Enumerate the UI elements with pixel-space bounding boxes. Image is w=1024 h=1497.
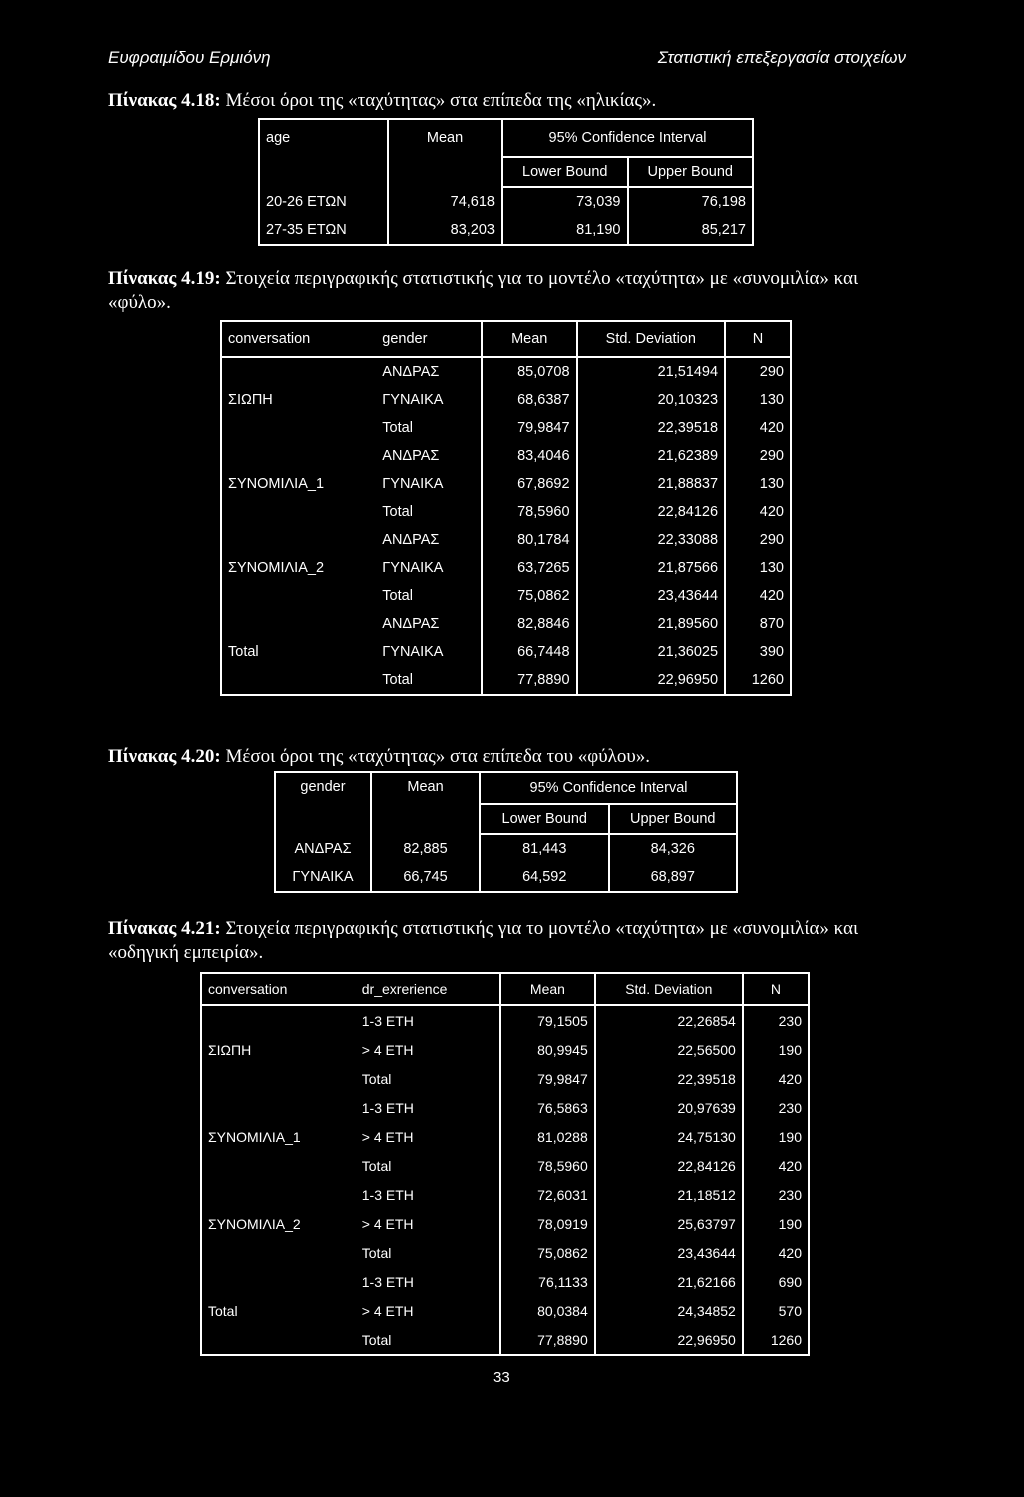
cell-experience: 1-3 ΕΤΗ: [356, 1267, 500, 1296]
caption-label: Πίνακας 4.21:: [108, 918, 221, 939]
cell-n: 420: [778, 1157, 802, 1174]
cell-n: 190: [778, 1215, 802, 1232]
cell-mean: 66,745: [371, 863, 480, 892]
caption-table-4-20: [108, 745, 908, 769]
page-number: 33: [493, 1369, 510, 1386]
cell-conversation: ΣΥΝΟΜΙΛΙΑ_2: [208, 1215, 301, 1232]
cell-mean: 81,0288: [500, 1122, 595, 1151]
col-header-sd: Std. Deviation: [595, 973, 743, 1005]
col-header-lower: Lower Bound: [502, 157, 628, 187]
cell-lower: 81,443: [480, 834, 609, 863]
cell-gender: ΑΝΔΡΑΣ: [376, 526, 482, 554]
cell-n: 230: [778, 1099, 802, 1116]
cell-mean: 83,203: [388, 216, 502, 245]
col-header-n: N: [770, 981, 781, 997]
cell-sd: 24,34852: [595, 1296, 743, 1325]
cell-gender: Total: [376, 666, 482, 695]
table-row: [201, 1005, 809, 1035]
cell-upper: 85,217: [701, 222, 746, 238]
cell-sd: 24,75130: [595, 1122, 743, 1151]
cell-n: 390: [759, 644, 784, 660]
caption-table-4-19: [108, 267, 908, 315]
cell-mean: 79,9847: [482, 414, 577, 442]
cell-sd: 22,33088: [577, 526, 726, 554]
cell-experience: Total: [356, 1325, 500, 1355]
cell-mean: 77,8890: [500, 1325, 595, 1355]
cell-mean: 82,8846: [482, 610, 577, 638]
table-row: [221, 357, 791, 386]
cell-gender: ΓΥΝΑΙΚΑ: [376, 470, 482, 498]
caption-label: Πίνακας 4.18:: [108, 90, 221, 111]
cell-mean: 74,618: [388, 187, 502, 216]
cell-n: 870: [759, 616, 784, 632]
cell-mean: 79,1505: [500, 1005, 595, 1035]
col-header-lower: Lower Bound: [480, 804, 609, 834]
cell-sd: 22,84126: [577, 498, 726, 526]
cell-experience: > 4 ΕΤΗ: [356, 1209, 500, 1238]
cell-sd: 21,88837: [577, 470, 726, 498]
cell-age: 27-35 ΕΤΩΝ: [259, 216, 388, 245]
table-row: [221, 610, 791, 638]
cell-gender: ΑΝΔΡΑΣ: [376, 610, 482, 638]
cell-mean: 78,0919: [500, 1209, 595, 1238]
cell-gender: ΓΥΝΑΙΚΑ: [275, 863, 371, 892]
col-header-ci: 95% Confidence Interval: [502, 119, 753, 157]
cell-mean: 80,1784: [482, 526, 577, 554]
cell-gender: Total: [376, 414, 482, 442]
cell-mean: 66,7448: [482, 638, 577, 666]
cell-gender: ΓΥΝΑΙΚΑ: [376, 638, 482, 666]
table-row: [221, 442, 791, 470]
col-header-age: age: [259, 119, 388, 187]
cell-conversation: Total: [208, 1302, 238, 1319]
cell-conversation: Total: [228, 644, 259, 660]
cell-sd: 21,89560: [577, 610, 726, 638]
col-header-upper: Upper Bound: [628, 157, 754, 187]
cell-sd: 22,96950: [595, 1325, 743, 1355]
cell-experience: 1-3 ΕΤΗ: [356, 1093, 500, 1122]
cell-gender: Total: [376, 498, 482, 526]
cell-gender: ΓΥΝΑΙΚΑ: [376, 386, 482, 414]
cell-experience: > 4 ΕΤΗ: [356, 1122, 500, 1151]
table-4-21: [200, 972, 810, 1356]
cell-sd: 22,84126: [595, 1151, 743, 1180]
cell-experience: > 4 ΕΤΗ: [356, 1035, 500, 1064]
caption-text: Στοιχεία περιγραφικής στατιστικής για το μοντέλο «ταχύτητα» με «συνομιλία» και «φύλο».: [108, 268, 859, 313]
cell-mean: 79,9847: [500, 1064, 595, 1093]
cell-mean: 78,5960: [500, 1151, 595, 1180]
cell-sd: 25,63797: [595, 1209, 743, 1238]
caption-text: Μέσοι όροι της «ταχύτητας» στα επίπεδα του «φύλου».: [220, 746, 651, 767]
col-header-upper: Upper Bound: [609, 804, 738, 834]
cell-n: 290: [759, 364, 784, 380]
cell-gender: ΑΝΔΡΑΣ: [275, 834, 371, 863]
cell-upper: 84,326: [650, 841, 695, 857]
col-header-gender: gender: [376, 321, 482, 357]
col-header-experience: dr_exrerience: [356, 973, 500, 1005]
table-row: [201, 1093, 809, 1122]
cell-n: 1260: [770, 1331, 802, 1348]
cell-sd: 22,26854: [595, 1005, 743, 1035]
cell-conversation: ΣΥΝΟΜΙΛΙΑ_1: [208, 1128, 301, 1145]
table-4-18: [258, 118, 754, 246]
cell-mean: 77,8890: [482, 666, 577, 695]
header-author: Ευφραιμίδου Ερμιόνη: [108, 48, 271, 67]
cell-mean: 68,6387: [482, 386, 577, 414]
cell-experience: Total: [356, 1064, 500, 1093]
col-header-gender: gender: [275, 772, 371, 834]
table-row: [275, 863, 737, 892]
cell-gender: ΓΥΝΑΙΚΑ: [376, 554, 482, 582]
caption-text: Μέσοι όροι της «ταχύτητας» στα επίπεδα της «ηλικίας».: [220, 90, 657, 111]
cell-mean: 78,5960: [482, 498, 577, 526]
cell-n: 230: [778, 1012, 802, 1029]
caption-table-4-21: [108, 917, 908, 965]
cell-gender: Total: [376, 582, 482, 610]
cell-n: 420: [778, 1244, 802, 1261]
cell-mean: 63,7265: [482, 554, 577, 582]
cell-sd: 21,87566: [577, 554, 726, 582]
cell-mean: 75,0862: [482, 582, 577, 610]
table-row: [259, 187, 753, 216]
cell-n: 420: [759, 504, 784, 520]
cell-n: 420: [778, 1070, 802, 1087]
cell-n: 190: [778, 1041, 802, 1058]
cell-n: 690: [778, 1273, 802, 1290]
cell-conversation: ΣΥΝΟΜΙΛΙΑ_1: [228, 476, 325, 492]
cell-lower: 81,190: [502, 216, 628, 245]
col-header-n: N: [752, 331, 764, 347]
cell-upper: 76,198: [701, 194, 746, 210]
cell-n: 130: [759, 560, 784, 576]
table-row: [201, 1267, 809, 1296]
cell-experience: > 4 ΕΤΗ: [356, 1296, 500, 1325]
cell-mean: 80,0384: [500, 1296, 595, 1325]
cell-n: 290: [759, 448, 784, 464]
cell-mean: 67,8692: [482, 470, 577, 498]
cell-sd: 20,97639: [595, 1093, 743, 1122]
cell-conversation: ΣΙΩΠΗ: [228, 392, 273, 408]
cell-upper: 68,897: [650, 869, 695, 885]
cell-experience: Total: [356, 1151, 500, 1180]
caption-table-4-18: [108, 89, 908, 113]
cell-sd: 21,18512: [595, 1180, 743, 1209]
cell-sd: 22,56500: [595, 1035, 743, 1064]
col-header-mean: Mean: [371, 772, 480, 834]
col-header-sd: Std. Deviation: [577, 321, 726, 357]
table-row: [259, 216, 753, 245]
cell-n: 1260: [751, 672, 784, 688]
table-4-20: [274, 771, 738, 893]
cell-sd: 20,10323: [577, 386, 726, 414]
cell-sd: 22,39518: [595, 1064, 743, 1093]
cell-experience: 1-3 ΕΤΗ: [356, 1180, 500, 1209]
col-header-mean: Mean: [388, 119, 502, 187]
table-4-19: [220, 320, 792, 696]
cell-n: 290: [759, 532, 784, 548]
cell-n: 420: [759, 420, 784, 436]
cell-sd: 22,96950: [577, 666, 726, 695]
col-header-ci: 95% Confidence Interval: [480, 772, 737, 804]
cell-n: 420: [759, 588, 784, 604]
cell-mean: 76,5863: [500, 1093, 595, 1122]
cell-mean: 85,0708: [482, 357, 577, 386]
col-header-mean: Mean: [482, 321, 577, 357]
cell-gender: ΑΝΔΡΑΣ: [376, 357, 482, 386]
cell-sd: 21,36025: [577, 638, 726, 666]
caption-label: Πίνακας 4.20:: [108, 746, 221, 767]
header-title: Στατιστική επεξεργασία στοιχείων: [657, 48, 906, 67]
cell-sd: 21,62389: [577, 442, 726, 470]
cell-mean: 83,4046: [482, 442, 577, 470]
table-row: [221, 526, 791, 554]
cell-experience: Total: [356, 1238, 500, 1267]
cell-n: 190: [778, 1128, 802, 1145]
cell-mean: 82,885: [371, 834, 480, 863]
col-header-mean: Mean: [500, 973, 595, 1005]
cell-n: 570: [778, 1302, 802, 1319]
cell-lower: 64,592: [480, 863, 609, 892]
cell-conversation: ΣΥΝΟΜΙΛΙΑ_2: [228, 560, 325, 576]
cell-mean: 75,0862: [500, 1238, 595, 1267]
cell-mean: 76,1133: [500, 1267, 595, 1296]
cell-n: 230: [778, 1186, 802, 1203]
cell-sd: 22,39518: [577, 414, 726, 442]
col-header-conversation: conversation: [208, 981, 288, 997]
cell-conversation: ΣΙΩΠΗ: [208, 1041, 252, 1058]
cell-age: 20-26 ΕΤΩΝ: [259, 187, 388, 216]
cell-gender: ΑΝΔΡΑΣ: [376, 442, 482, 470]
cell-mean: 72,6031: [500, 1180, 595, 1209]
cell-n: 130: [759, 392, 784, 408]
cell-sd: 23,43644: [595, 1238, 743, 1267]
col-header-conversation: conversation: [228, 331, 311, 347]
cell-n: 130: [759, 476, 784, 492]
table-row: [201, 1180, 809, 1209]
cell-sd: 21,62166: [595, 1267, 743, 1296]
caption-text: Στοιχεία περιγραφικής στατιστικής για το μοντέλο «ταχύτητα» με «συνομιλία» και «οδηγική εμπειρία».: [108, 918, 859, 963]
cell-experience: 1-3 ΕΤΗ: [356, 1005, 500, 1035]
cell-sd: 21,51494: [577, 357, 726, 386]
cell-mean: 80,9945: [500, 1035, 595, 1064]
caption-label: Πίνακας 4.19:: [108, 268, 221, 289]
table-row: [275, 834, 737, 863]
cell-lower: 73,039: [502, 187, 628, 216]
cell-sd: 23,43644: [577, 582, 726, 610]
